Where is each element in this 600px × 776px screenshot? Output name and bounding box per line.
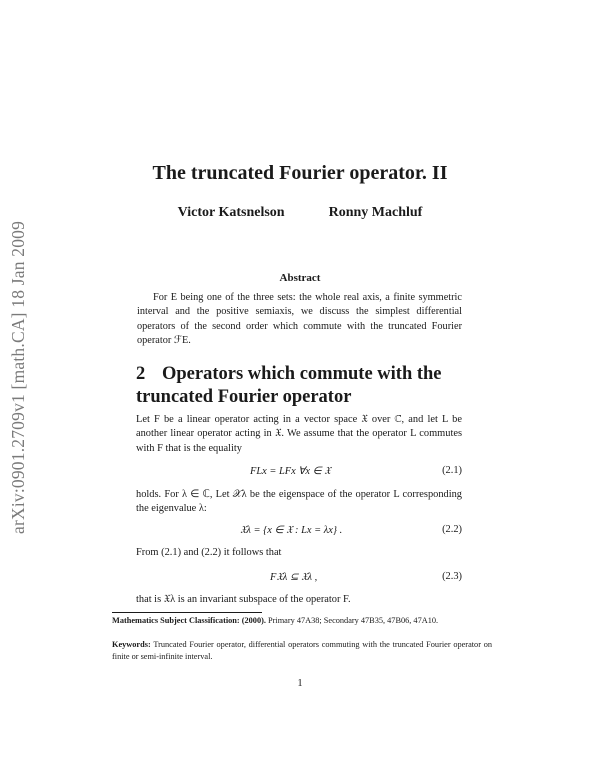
author-name: Victor Katsnelson bbox=[177, 205, 285, 220]
footnote-label: Keywords: bbox=[112, 640, 151, 649]
equation-number: (2.1) bbox=[442, 465, 462, 476]
abstract-text: For E being one of the three sets: the whole real axis, a finite symmetric interval and the positive semiaxis, we discuss the simplest differential operators of the second order which commute with the truncated Fourier operator ℱE. bbox=[137, 292, 462, 346]
paper-title: The truncated Fourier operator. II bbox=[152, 162, 448, 184]
equation-expression: 𝔛λ = {x ∈ 𝔛 : Lx = λx} . bbox=[240, 525, 343, 536]
section-title: Operators which commute with the truncated Fourier operator bbox=[136, 364, 442, 407]
body-paragraph: holds. For λ ∈ ℂ, Let 𝒳λ be the eigenspace of the operator L corresponding the eigenvalue λ: bbox=[136, 489, 462, 515]
author-list bbox=[0, 205, 600, 221]
abstract-heading: Abstract bbox=[279, 272, 321, 284]
footnote-text: Primary 47A38; Secondary 47B35, 47B06, 47A10. bbox=[268, 616, 439, 625]
body-paragraph: From (2.1) and (2.2) it follows that bbox=[136, 547, 282, 558]
section-number: 2 bbox=[136, 364, 146, 384]
footnote-msc bbox=[112, 615, 492, 627]
arxiv-identifier-stamp: arXiv:0901.2709v1 [math.CA] 18 Jan 2009 bbox=[8, 220, 28, 534]
equation-expression: F𝔛λ ⊆ 𝔛λ , bbox=[270, 572, 318, 583]
footnote-label: Mathematics Subject Classification: (2000). bbox=[112, 616, 266, 625]
body-paragraph: Let F be a linear operator acting in a vector space 𝔛 over ℂ, and let L be another linear operator acting in 𝔛. We assume that the operator L commutes with F that is the equality bbox=[136, 414, 462, 454]
equation-number: (2.2) bbox=[442, 524, 462, 535]
footnote-text: Truncated Fourier operator, differential operators commuting with the truncated Fourier operator on finite or semi-infinite interval. bbox=[112, 640, 492, 661]
section-heading bbox=[136, 363, 466, 409]
author-name: Ronny Machluf bbox=[328, 205, 423, 220]
equation-expression: FLx = LFx ∀x ∈ 𝔛 bbox=[250, 466, 331, 477]
footnote-rule bbox=[112, 612, 262, 613]
body-paragraph: that is 𝔛λ is an invariant subspace of the operator F. bbox=[136, 594, 351, 605]
footnote-keywords bbox=[112, 639, 492, 662]
equation-number: (2.3) bbox=[442, 571, 462, 582]
page-number: 1 bbox=[297, 678, 303, 689]
